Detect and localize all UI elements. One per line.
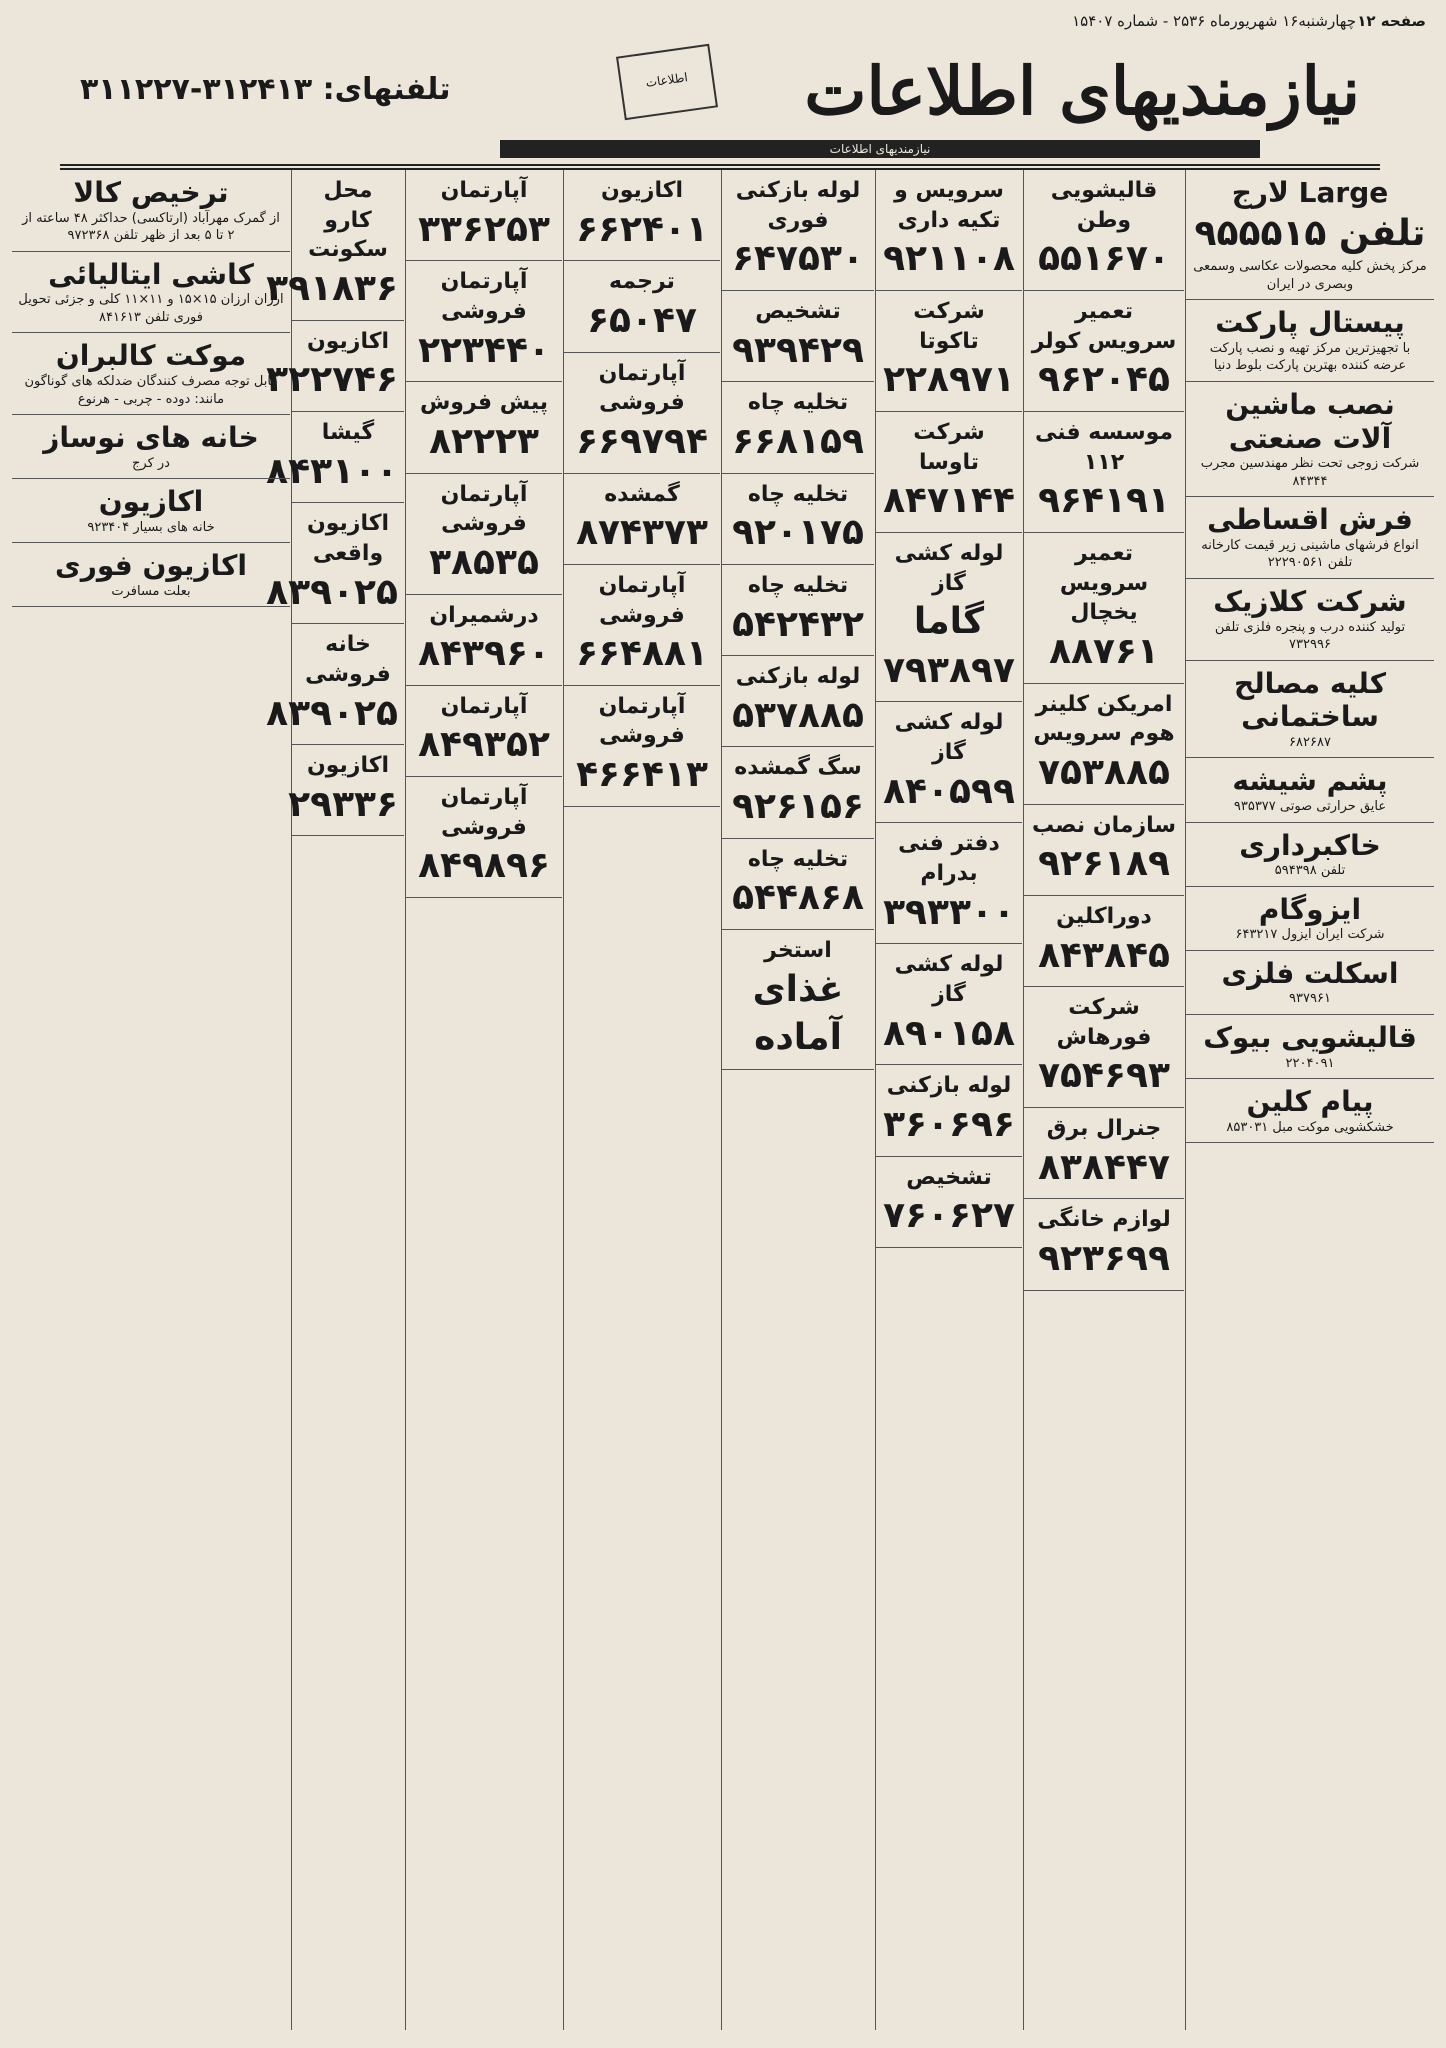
classified-ad — [876, 823, 1022, 944]
ad-heading: اکازیون — [600, 178, 684, 203]
classified-ad — [406, 261, 562, 382]
classified-ad — [1186, 758, 1434, 822]
classified-ad — [12, 333, 290, 415]
classified-ad — [722, 930, 874, 1070]
classified-ad — [876, 412, 1022, 533]
ad-heading: امریکن کلینر هوم سرویس — [1033, 691, 1175, 747]
ad-heading: شرکت فورهاش — [1056, 995, 1152, 1050]
ad-heading: محل کارو سکونت — [308, 178, 388, 263]
ad-text: ۲۲۰۴۰۹۱ — [1285, 1055, 1335, 1071]
ad-phone: ۷۵۴۶۹۳ — [1038, 1055, 1170, 1097]
ad-text: بعلت مسافرت — [111, 583, 191, 599]
classified-ad — [1186, 661, 1434, 759]
classified-ad — [876, 1157, 1022, 1248]
ad-phone: ۳۶۰۶۹۶ — [883, 1104, 1015, 1146]
column-4 — [721, 170, 874, 2030]
ad-phone: ۹۶۲۰۴۵ — [1038, 359, 1170, 401]
classified-ad — [722, 565, 874, 656]
ad-phone: ۶۵۰۴۷ — [587, 299, 697, 341]
classified-ad — [876, 944, 1022, 1065]
classified-ad — [1024, 1108, 1184, 1199]
ad-phone: ۲۲۳۴۴۰ — [418, 329, 550, 371]
ad-phone: ۸۷۴۳۷۳ — [576, 512, 708, 554]
ad-text: مرکز پخش کلیه محصولات عکاسی وسمعی وبصری در ایران — [1193, 259, 1427, 292]
classified-ad — [564, 353, 720, 474]
ad-heading: فرش اقساطی — [1207, 503, 1413, 537]
ad-phone: ۳۸۵۳۵ — [429, 541, 539, 583]
ad-heading: استخر — [764, 937, 832, 963]
ad-heading: آپارتمان فروشی — [440, 785, 528, 840]
ad-heading: جنرال برق — [1046, 1116, 1162, 1142]
ad-heading: لوله کشی گاز — [894, 540, 1004, 596]
ad-phone: ۴۶۶۴۱۳ — [576, 754, 708, 796]
ad-phone: ۶۴۷۵۳۰ — [732, 238, 864, 280]
ad-phone: ۶۶۴۸۸۱ — [576, 633, 708, 675]
classified-ad — [564, 261, 720, 352]
ad-heading: ترجمه — [609, 269, 675, 295]
classified-ad — [876, 1065, 1022, 1156]
ad-phone: ۳۹۱۸۳۶ — [266, 268, 398, 310]
ad-heading: دوراکلین — [1056, 903, 1152, 929]
classified-ad — [1024, 1199, 1184, 1290]
ad-text: انواع فرشهای ماشینی زیر قیمت کارخانه تلفن ۲۲۲۹۰۵۶۱ — [1201, 537, 1419, 571]
ad-phone: ۷۵۳۸۸۵ — [1038, 751, 1170, 793]
ad-heading: گیشا — [321, 419, 375, 445]
ad-heading: ایزوگام — [1258, 892, 1362, 926]
classified-ad — [722, 839, 874, 930]
ad-heading: اکازیون — [306, 328, 390, 354]
column-2 — [1023, 170, 1184, 2030]
classified-ad — [406, 474, 562, 595]
column-5 — [563, 170, 720, 2030]
ad-phone: ۳۲۲۷۴۶ — [266, 359, 398, 401]
ad-phone: ۹۲۱۱۰۸ — [883, 238, 1015, 280]
classified-ad — [12, 252, 290, 334]
classified-ad — [1186, 382, 1434, 497]
ad-heading: درشمیران — [429, 602, 539, 628]
ad-phone: ۶۶۸۱۵۹ — [732, 420, 864, 462]
ad-heading: سرویس و تکیه داری — [894, 178, 1004, 233]
classified-ad — [1024, 412, 1184, 533]
ad-heading: پشم شیشه — [1232, 764, 1388, 798]
classified-ad — [1024, 533, 1184, 684]
ad-heading: اکازیون — [306, 753, 390, 779]
ad-heading: کلیه مصالح ساختمانی — [1233, 666, 1386, 734]
ad-heading: اکازیون واقعی — [306, 511, 390, 566]
classified-ad — [406, 382, 562, 473]
ad-heading: اکازیون — [98, 485, 204, 519]
masthead-title: نیازمندیهای اطلاعات — [804, 52, 1360, 130]
classified-ad — [564, 474, 720, 565]
ad-heading: ترخیص کالا — [73, 176, 229, 209]
ad-heading: آپارتمان فروشی — [440, 481, 528, 537]
classified-ad — [1186, 497, 1434, 579]
ad-heading: آپارتمان فروشی — [598, 572, 686, 628]
ad-text: خشکشویی موکت مبل ۸۵۳۰۳۱ — [1226, 1119, 1394, 1135]
classified-ad — [1186, 300, 1434, 382]
classified-ad — [266, 170, 404, 321]
ad-text: تلفن ۵۹۴۳۹۸ — [1274, 863, 1346, 879]
ad-heading: لوله کشی گاز — [894, 952, 1004, 1008]
classified-ad — [722, 656, 874, 747]
ad-phone: ۸۴۹۳۵۲ — [418, 724, 550, 766]
classified-ad — [722, 474, 874, 565]
ad-heading: لوله بازکنی — [886, 1073, 1012, 1099]
ad-phone: ۸۴۷۱۴۴ — [883, 480, 1015, 522]
ad-heading: دفتر فنی بدرام — [898, 831, 1000, 887]
ad-heading: لوله کشی گاز — [894, 710, 1004, 766]
ad-phone: ۶۶۲۴۰۱ — [576, 208, 708, 250]
ad-heading: قالیشویی بیوک — [1203, 1020, 1417, 1054]
ad-text: ارزان ارزان ۱۵×۱۵ و ۱۱×۱۱ کلی و جزئی تحویل فوری تلفن ۸۴۱۶۱۳ — [18, 292, 284, 325]
ad-heading: تخلیه چاه — [747, 572, 849, 598]
classified-ad — [1024, 987, 1184, 1108]
classified-ad — [876, 533, 1022, 703]
classified-ad — [1024, 170, 1184, 291]
ad-heading: موکت کالبران — [55, 339, 247, 373]
ad-phone: ۹۲۶۱۸۹ — [1038, 843, 1170, 885]
classified-ad — [1024, 896, 1184, 987]
column-3 — [875, 170, 1022, 2030]
column-8 — [12, 170, 290, 2030]
ad-heading: اکازیون فوری — [55, 549, 247, 583]
ad-phone: ۲۹۳۳۶ — [288, 783, 398, 825]
column-7 — [266, 170, 404, 2030]
issue-date: چهارشنبه۱۶ شهریورماه ۲۵۳۶ - شماره ۱۵۴۰۷ — [1072, 12, 1356, 30]
classified-ad — [266, 503, 404, 624]
ad-heading: تشخیص — [906, 1164, 992, 1190]
masthead-phones: تلفنهای: ۳۱۲۴۱۳-۳۱۱۲۲۷ — [80, 72, 451, 107]
classified-ad — [1186, 1079, 1434, 1143]
classified-ad — [1186, 823, 1434, 887]
ad-heading: گمشده — [604, 481, 680, 507]
ad-heading: شرکت تاکوتا — [913, 298, 985, 354]
ad-heading: آپارتمان — [440, 178, 528, 203]
ad-phone: ۸۳۹۰۲۵ — [266, 692, 398, 734]
column-6 — [405, 170, 562, 2030]
ad-heading: Large لارج — [1231, 176, 1389, 209]
page-header-line — [20, 12, 1426, 38]
ad-phone: ۹۳۹۴۲۹ — [732, 329, 864, 371]
ad-phone: ۵۴۲۴۳۲ — [732, 603, 864, 645]
classified-ad — [1024, 805, 1184, 896]
classified-ad — [1024, 291, 1184, 412]
classified-ad — [876, 702, 1022, 823]
ad-heading: لوله بازکنی — [735, 664, 861, 690]
ad-heading: تخلیه چاه — [747, 846, 849, 872]
ad-heading: آپارتمان — [440, 693, 528, 719]
masthead — [60, 44, 1380, 170]
ad-text: در کرج — [132, 455, 170, 471]
ad-phone: ۹۲۳۶۹۹ — [1038, 1238, 1170, 1280]
classified-ad — [266, 321, 404, 412]
classified-ad — [1186, 1015, 1434, 1079]
classified-ad — [406, 595, 562, 686]
ad-text: ۶۸۲۶۸۷ — [1289, 734, 1331, 750]
classified-ad — [1024, 684, 1184, 805]
ad-heading: پیستال پارکت — [1215, 306, 1405, 340]
classified-ad — [288, 745, 404, 836]
ad-phone: ۸۳۸۴۴۷ — [1038, 1146, 1170, 1188]
ad-phone: ۳۹۳۳۰۰ — [883, 891, 1015, 933]
ad-heading: تخلیه چاه — [747, 481, 849, 507]
ad-phone: ۸۲۲۲۳ — [429, 420, 539, 462]
ad-heading: آپارتمان فروشی — [440, 269, 528, 324]
classified-ad — [12, 170, 290, 252]
classified-ad — [406, 170, 562, 261]
ad-text: قابل توجه مصرف کنندگان ضدلکه های گوناگون مانند: دوده - چربی - هرنوع — [24, 373, 278, 407]
ad-heading: موسسه فنی ۱۱۲ — [1034, 419, 1174, 475]
ad-phone: ۸۸۷۶۱ — [1049, 630, 1159, 672]
ad-heading: سگ گمشده — [734, 755, 862, 781]
ad-phone: ۵۵۱۶۷۰ — [1038, 238, 1170, 280]
ad-heading: اسکلت فلزی — [1221, 956, 1399, 990]
ad-phone: ۸۴۳۸۴۵ — [1038, 934, 1170, 976]
ad-text: خانه های بسیار ۹۲۳۴۰۴ — [87, 519, 215, 535]
ad-text: با تجهیزترین مرکز تهیه و نصب پارکت عرضه کننده بهترین پارکت بلوط دنیا — [1209, 340, 1411, 374]
ad-heading: تعمیر سرویس یخچال — [1059, 540, 1149, 626]
classified-ad — [12, 479, 290, 543]
classified-ad — [12, 415, 290, 479]
masthead-logo: اطلاعات — [616, 44, 718, 120]
ad-heading: آپارتمان فروشی — [598, 360, 686, 416]
classified-ad — [876, 170, 1022, 291]
ad-heading: کاشی ایتالیائی — [48, 257, 254, 291]
column-1 — [1185, 170, 1434, 2030]
ad-heading: تشخیص — [755, 298, 841, 324]
classified-ad — [876, 291, 1022, 412]
classified-ad — [1186, 170, 1434, 300]
classified-ad — [266, 624, 404, 745]
ad-phone: ۶۶۹۷۹۴ — [576, 420, 708, 462]
ad-text: شرکت زوجی تحت نظر مهندسین مجرب ۸۴۳۴۴ — [1200, 456, 1420, 489]
classified-ad — [564, 565, 720, 686]
ad-phone: تلفن ۹۵۵۵۱۵ — [1194, 212, 1426, 254]
classified-ad — [722, 747, 874, 838]
ad-phone: ۷۶۰۶۲۷ — [883, 1195, 1015, 1237]
ad-phone: ۸۴۹۸۹۶ — [418, 845, 550, 887]
ad-text: شرکت ایران ایزول ۶۴۳۲۱۷ — [1235, 927, 1385, 943]
classified-ad — [12, 543, 290, 607]
ad-phone: ۸۴۳۱۰۰ — [266, 450, 398, 492]
ad-heading: لوازم خانگی — [1037, 1207, 1171, 1233]
classified-ad — [722, 382, 874, 473]
classified-ad — [406, 777, 562, 898]
ad-heading: شرکت کلازیک — [1213, 584, 1407, 618]
classified-ad — [722, 170, 874, 291]
ad-heading: پیام کلین — [1246, 1085, 1374, 1119]
ad-heading: خانه فروشی — [305, 632, 391, 687]
classified-ad — [406, 686, 562, 777]
ad-phone: ۵۳۷۸۸۵ — [732, 694, 864, 736]
ad-heading: قالیشویی وطن — [1050, 178, 1158, 233]
ad-heading: تعمیر سرویس کولر — [1031, 298, 1177, 354]
ad-phone: ۸۴۰۵۹۹ — [883, 770, 1015, 812]
masthead-subtitle: نیازمندیهای اطلاعات — [500, 140, 1260, 158]
classified-ad — [1186, 951, 1434, 1015]
ad-phone: ۵۴۴۸۶۸ — [732, 877, 864, 919]
ad-heading: سازمان نصب — [1031, 812, 1177, 838]
ad-phone: ۸۹۰۱۵۸ — [883, 1012, 1015, 1054]
classified-ad — [1186, 579, 1434, 661]
ad-heading: شرکت تاوسا — [913, 419, 985, 475]
classified-ad — [266, 412, 404, 503]
ad-text: ۹۳۷۹۶۱ — [1289, 991, 1331, 1007]
ad-text: از گمرک مهرآباد (ارتاکسی) حداکثر ۴۸ ساعته از ۲ تا ۵ بعد از ظهر تلفن ۹۷۲۳۶۸ — [22, 210, 280, 244]
ad-phone: ۹۲۰۱۷۵ — [732, 512, 864, 554]
ad-phone: غذای آماده — [752, 968, 844, 1059]
ad-heading: آپارتمان فروشی — [598, 693, 686, 749]
ad-phone: ۸۴۳۹۶۰ — [418, 633, 550, 675]
ad-heading: تخلیه چاه — [747, 390, 849, 416]
page-number: صفحه ۱۲ — [1357, 12, 1426, 30]
ad-text: تولید کننده درب و پنجره فلزی تلفن ۷۳۲۹۹۶ — [1214, 619, 1406, 653]
ad-heading: پیش فروش — [419, 390, 549, 416]
ad-heading: خانه های نوساز — [43, 421, 259, 455]
ad-phone: ۹۲۶۱۵۶ — [732, 786, 864, 828]
classified-ad — [564, 170, 720, 261]
ad-phone: ۸۳۹۰۲۵ — [266, 571, 398, 613]
ad-heading: نصب ماشین آلات صنعتی — [1225, 387, 1395, 455]
ad-phone: گاما ۷۹۳۸۹۷ — [883, 601, 1015, 691]
ad-phone: ۲۲۸۹۷۱ — [883, 359, 1015, 401]
classified-ad — [722, 291, 874, 382]
ad-phone: ۳۳۶۲۵۳ — [418, 208, 550, 250]
ad-heading: لوله بازکنی فوری — [735, 178, 861, 233]
ad-phone: ۹۶۴۱۹۱ — [1038, 480, 1170, 522]
ad-heading: خاکبرداری — [1239, 828, 1381, 862]
classified-ad — [1186, 887, 1434, 951]
classified-ad — [564, 686, 720, 807]
ad-text: عایق حرارتی صوتی ۹۳۵۳۷۷ — [1233, 798, 1387, 814]
